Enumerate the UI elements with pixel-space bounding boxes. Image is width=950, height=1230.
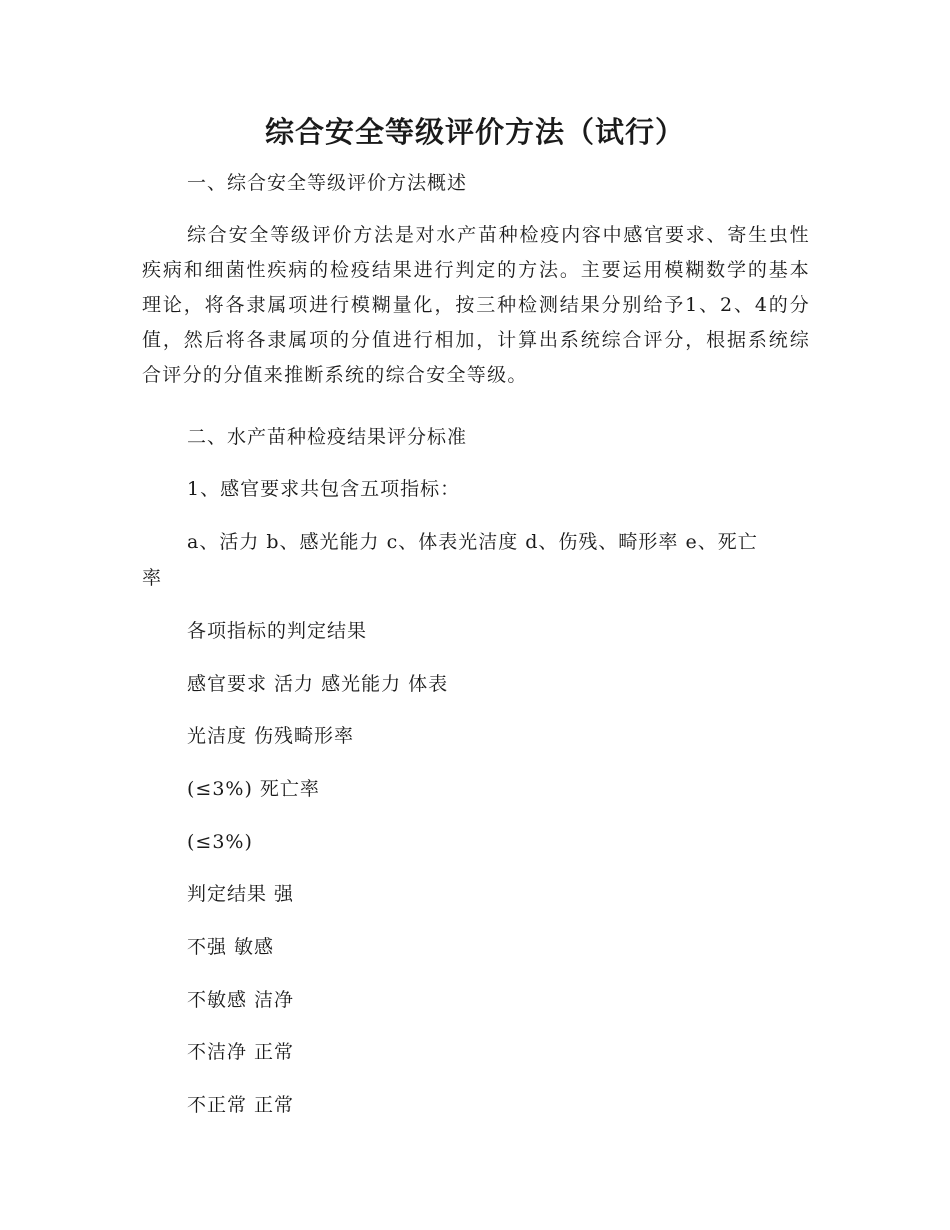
table-line: 不敏感 洁净 (187, 989, 295, 1011)
table-line: (≤3%) (187, 831, 253, 853)
table-line: (≤3%) 死亡率 (187, 778, 320, 800)
section1-heading: 一、综合安全等级评价方法概述 (187, 172, 468, 194)
document-title: 综合安全等级评价方法（试行） (264, 115, 685, 149)
section2-heading: 二、水产苗种检疫结果评分标准 (187, 426, 468, 448)
table-line: 不正常 正常 (187, 1094, 295, 1116)
table-line: 感官要求 活力 感光能力 体表 (187, 673, 449, 695)
table-line: 不洁净 正常 (187, 1041, 295, 1063)
section1-paragraph: 综合安全等级评价方法是对水产苗种检疫内容中感官要求、寄生虫性疾病和细菌性疾病的检疫结果进行判定的方法。主要运用模糊数学的基本理论，将各隶属项进行模糊量化，按三种检测结果分别给予1、2、4的分值，然后将各隶属项的分值进行相加，计算出系统综合评分，根据系统综合评分的分值来推断系统的综合安全等级。 (142, 224, 810, 386)
table-line: 光洁度 伤残畸形率 (187, 725, 355, 747)
table-line: 不强 敏感 (187, 936, 275, 958)
item1-list-line2: 率 (142, 567, 163, 589)
table-line: 判定结果 强 (187, 883, 295, 905)
item1-list-line1: a、活力 b、感光能力 c、体表光洁度 d、伤残、畸形率 e、死亡 (187, 531, 758, 553)
item1-heading: 1、感官要求共包含五项指标： (187, 478, 461, 500)
table-caption: 各项指标的判定结果 (187, 620, 368, 642)
